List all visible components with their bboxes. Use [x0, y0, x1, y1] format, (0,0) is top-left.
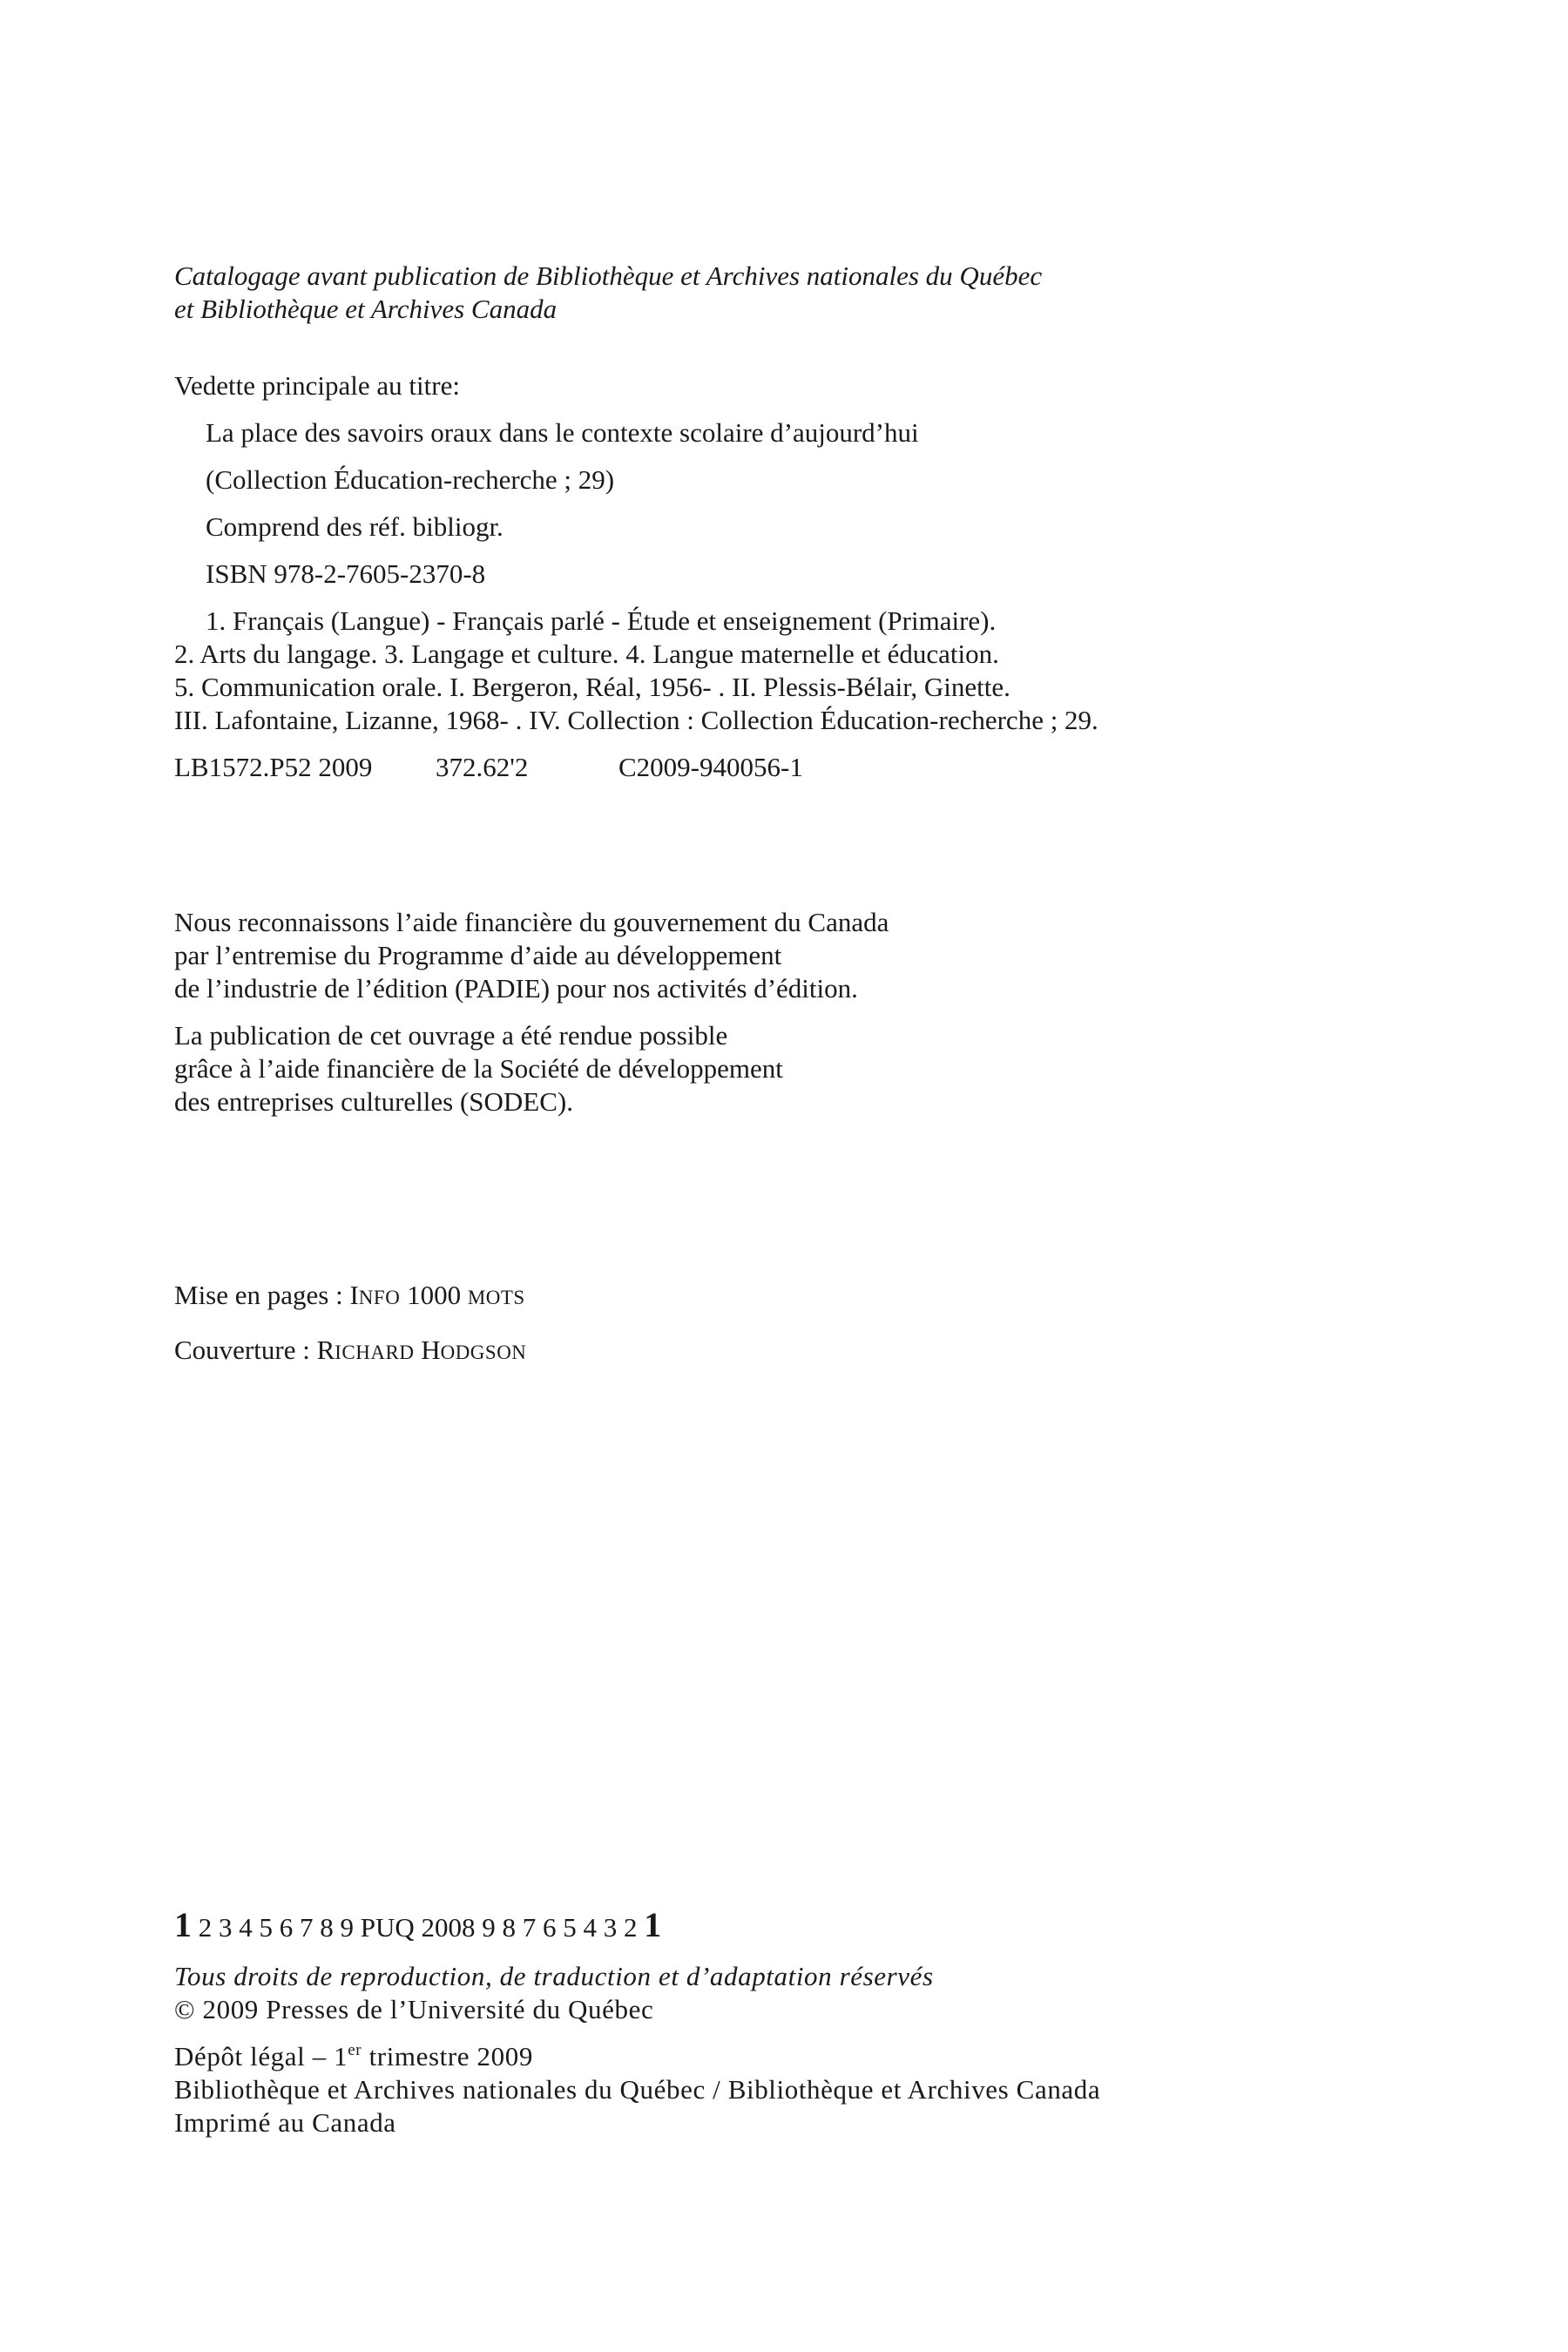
dewey-number: 372.62'2 [436, 752, 529, 782]
sodec-acknowledgement [174, 1019, 1437, 1119]
padie-acknowledgement [174, 906, 1437, 1005]
rights-reserved: Tous droits de reproduction, de traduction et d’adaptation réservés [174, 1961, 934, 1991]
catalog-record [174, 369, 1437, 784]
cip-header-line-1: Catalogage avant publication de Bibliothèque et Archives nationales du Québec [174, 260, 1043, 291]
printing-number-line [174, 1905, 1437, 1945]
cover-credit-label: Couverture : [174, 1335, 310, 1365]
layout-credit [174, 1279, 1437, 1315]
print-last: 1 [644, 1905, 662, 1944]
cover-credit-value: RICHARD HODGSON [316, 1335, 527, 1365]
catalog-subject-line: 2. Arts du langage. 3. Langage et culture. 4. Langue maternelle et éducation. [174, 639, 999, 669]
print-middle: 2 3 4 5 6 7 8 9 PUQ 2008 9 8 7 6 5 4 3 2 [198, 1912, 638, 1943]
production-credits [174, 1279, 1437, 1369]
catalog-heading: Vedette principale au titre: [174, 370, 460, 401]
catalog-notes: Comprend des réf. bibliogr. [206, 511, 504, 542]
funding-acknowledgements [174, 906, 1437, 1119]
catalog-classification [174, 751, 1437, 784]
layout-credit-value: INFO 1000 MOTS [349, 1280, 525, 1310]
catalog-subject-line: 5. Communication orale. I. Bergeron, Réal, 1956- . II. Plessis-Bélair, Ginette. [174, 672, 1010, 702]
print-line [174, 1905, 1437, 1945]
copyright-notice: © 2009 Presses de l’Université du Québec [174, 1994, 654, 2024]
funding-line: Nous reconnaissons l’aide financière du gouvernement du Canada [174, 907, 889, 937]
printed-in: Imprimé au Canada [174, 2107, 396, 2138]
catalog-subject-line: III. Lafontaine, Lizanne, 1968- . IV. Collection : Collection Éducation-recherche ; 29. [174, 705, 1098, 735]
catalog-series: (Collection Éducation-recherche ; 29) [206, 464, 615, 495]
funding-line: par l’entremise du Programme d’aide au développement [174, 940, 782, 970]
rights-block [174, 1960, 1437, 2139]
cover-credit [174, 1334, 1437, 1369]
lc-call-number: LB1572.P52 2009 [174, 752, 373, 782]
funding-line: La publication de cet ouvrage a été rendue possible [174, 1020, 728, 1051]
funding-line: de l’industrie de l’édition (PADIE) pour nos activités d’édition. [174, 973, 858, 1004]
funding-line: des entreprises culturelles (SODEC). [174, 1086, 573, 1117]
print-first: 1 [174, 1905, 192, 1944]
cip-header [174, 260, 1437, 326]
legal-deposit: Dépôt légal – 1er trimestre 2009 [174, 2041, 533, 2072]
control-number: C2009-940056-1 [618, 752, 803, 782]
funding-line: grâce à l’aide financière de la Société de développement [174, 1053, 783, 1084]
catalog-title: La place des savoirs oraux dans le contexte scolaire d’aujourd’hui [206, 417, 919, 448]
catalog-subject-line: 1. Français (Langue) - Français parlé - Étude et enseignement (Primaire). [206, 605, 997, 636]
layout-credit-label: Mise en pages : [174, 1280, 343, 1310]
catalog-isbn: ISBN 978-2-7605-2370-8 [206, 558, 486, 589]
deposit-libraries: Bibliothèque et Archives nationales du Québec / Bibliothèque et Archives Canada [174, 2074, 1101, 2105]
cip-header-line-2: et Bibliothèque et Archives Canada [174, 294, 558, 324]
